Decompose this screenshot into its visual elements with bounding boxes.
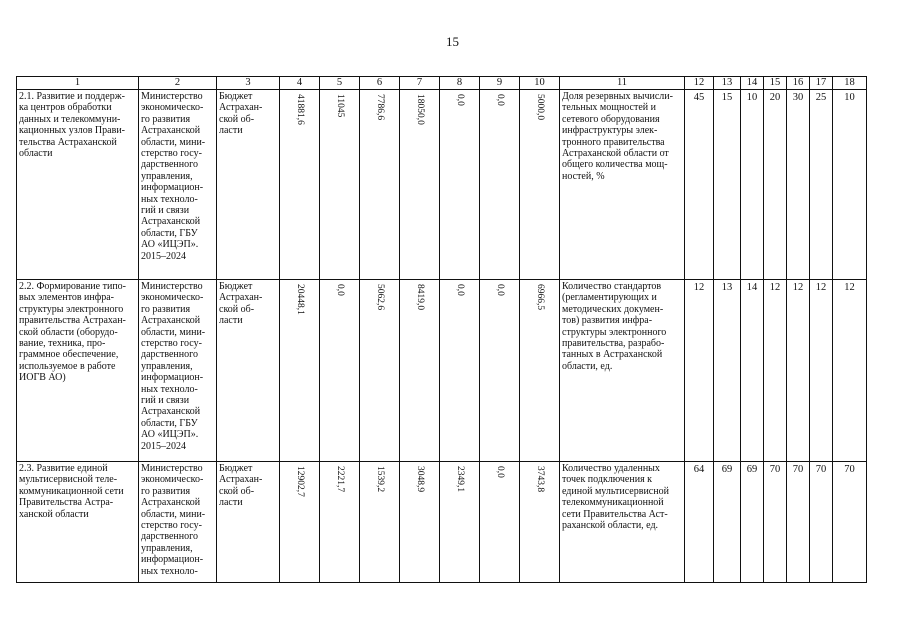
column-header: 3 [217, 77, 280, 90]
column-header: 11 [560, 77, 685, 90]
funding-value: 0,0 [455, 94, 466, 106]
funding-source-cell: Бюджет Астрахан- ской об- ласти [217, 462, 280, 583]
target-value-cell: 14 [741, 280, 764, 462]
funding-value-cell [360, 280, 400, 462]
funding-value-cell [520, 90, 560, 280]
funding-value-cell [320, 280, 360, 462]
target-value-cell: 12 [764, 280, 787, 462]
funding-value: 6966,5 [535, 284, 546, 311]
funding-value-cell [400, 462, 440, 583]
table-row [17, 280, 867, 462]
event-cell: 2.1. Развитие и поддерж- ка центров обработки данных и телекоммуни- кационных узлов Прави- тельства Астраханской области [17, 90, 139, 280]
funding-value: 41881,6 [295, 94, 306, 125]
target-value-cell: 69 [741, 462, 764, 583]
target-value-cell: 10 [741, 90, 764, 280]
target-value-cell: 20 [764, 90, 787, 280]
column-header: 5 [320, 77, 360, 90]
funding-value: 12902,7 [295, 466, 306, 497]
funding-value-cell [520, 280, 560, 462]
table-row [17, 462, 867, 583]
column-header: 12 [685, 77, 714, 90]
funding-value-cell [440, 462, 480, 583]
funding-source-cell: Бюджет Астрахан- ской об- ласти [217, 90, 280, 280]
target-value-cell: 70 [787, 462, 810, 583]
column-header: 18 [833, 77, 867, 90]
executor-cell: Министерство экономическо- го развития Астраханской области, мини- стерство госу- дарственного управления, информацион- ных техноло- гий и связи Астраханской области, ГБУ АО «ИЦЭП». 2015–2024 [139, 280, 217, 462]
column-header: 16 [787, 77, 810, 90]
column-header: 7 [400, 77, 440, 90]
column-header: 14 [741, 77, 764, 90]
table-row [17, 90, 867, 280]
funding-value: 18050,0 [415, 94, 426, 125]
target-value-cell: 13 [714, 280, 741, 462]
funding-value: 0,0 [495, 284, 506, 296]
column-header: 6 [360, 77, 400, 90]
indicator-cell: Доля резервных вычисли- тельных мощностей и сетевого оборудования инфраструктуры элек- тронного правительства Астраханской области от общего количества мощ- ностей, % [560, 90, 685, 280]
column-header: 4 [280, 77, 320, 90]
funding-value: 5062,6 [375, 284, 386, 311]
column-number-row [17, 77, 867, 90]
target-value-cell: 12 [833, 280, 867, 462]
funding-value-cell [400, 90, 440, 280]
funding-value: 0,0 [455, 284, 466, 296]
target-value-cell: 15 [714, 90, 741, 280]
funding-value-cell [360, 462, 400, 583]
target-value-cell: 12 [810, 280, 833, 462]
page-number: 15 [446, 34, 459, 49]
funding-source-cell: Бюджет Астрахан- ской об- ласти [217, 280, 280, 462]
column-header: 9 [480, 77, 520, 90]
funding-value-cell [320, 90, 360, 280]
funding-value-cell [320, 462, 360, 583]
column-header: 2 [139, 77, 217, 90]
target-value-cell: 70 [810, 462, 833, 583]
funding-value-cell [480, 462, 520, 583]
funding-value: 5000,0 [535, 94, 546, 121]
column-header: 17 [810, 77, 833, 90]
funding-value-cell [440, 90, 480, 280]
funding-value: 7786,6 [375, 94, 386, 121]
target-value-cell: 10 [833, 90, 867, 280]
funding-value: 2349,1 [455, 466, 466, 493]
funding-value: 0,0 [335, 284, 346, 296]
funding-value-cell [520, 462, 560, 583]
column-header: 10 [520, 77, 560, 90]
target-value-cell: 12 [787, 280, 810, 462]
funding-value-cell [400, 280, 440, 462]
funding-value-cell [360, 90, 400, 280]
target-value-cell: 30 [787, 90, 810, 280]
executor-cell: Министерство экономическо- го развития Астраханской области, мини- стерство госу- дарственного управления, информацион- ных техноло- [139, 462, 217, 583]
funding-value-cell [440, 280, 480, 462]
target-value-cell: 70 [833, 462, 867, 583]
column-header: 8 [440, 77, 480, 90]
event-cell: 2.3. Развитие единой мультисервисной теле- коммуникационной сети Правительства Астра- ханской области [17, 462, 139, 583]
column-header: 13 [714, 77, 741, 90]
event-cell: 2.2. Формирование типо- вых элементов инфра- структуры электронного правительства Астрахан- ской области (оборудо- вание, техника, про- граммное обеспечение, используемое в работе ИОГВ АО) [17, 280, 139, 462]
funding-value: 3048,9 [415, 466, 426, 493]
funding-value: 11045 [335, 94, 346, 118]
target-value-cell: 70 [764, 462, 787, 583]
funding-value: 20448,1 [295, 284, 306, 315]
funding-value-cell [480, 90, 520, 280]
target-value-cell: 45 [685, 90, 714, 280]
funding-value: 1539,2 [375, 466, 386, 493]
funding-value-cell [280, 280, 320, 462]
target-value-cell: 25 [810, 90, 833, 280]
column-header: 15 [764, 77, 787, 90]
funding-value: 0,0 [495, 466, 506, 478]
funding-value-cell [280, 90, 320, 280]
column-header: 1 [17, 77, 139, 90]
funding-value: 8419,0 [415, 284, 426, 311]
funding-value: 2221,7 [335, 466, 346, 493]
target-value-cell: 64 [685, 462, 714, 583]
indicator-cell: Количество стандартов (регламентирующих и методических докумен- тов) развития инфра- структуры электронного правительства, разрабо- танных в Астраханской области, ед. [560, 280, 685, 462]
indicator-cell: Количество удаленных точек подключения к единой мультисервисной телекоммуникационной сети Правительства Аст- раханской области, ед. [560, 462, 685, 583]
executor-cell: Министерство экономическо- го развития Астраханской области, мини- стерство госу- дарственного управления, информацион- ных техноло- гий и связи Астраханской области, ГБУ АО «ИЦЭП». 2015–2024 [139, 90, 217, 280]
funding-value: 3743,8 [535, 466, 546, 493]
target-value-cell: 12 [685, 280, 714, 462]
program-table [16, 76, 867, 583]
funding-value-cell [280, 462, 320, 583]
target-value-cell: 69 [714, 462, 741, 583]
funding-value: 0,0 [495, 94, 506, 106]
funding-value-cell [480, 280, 520, 462]
